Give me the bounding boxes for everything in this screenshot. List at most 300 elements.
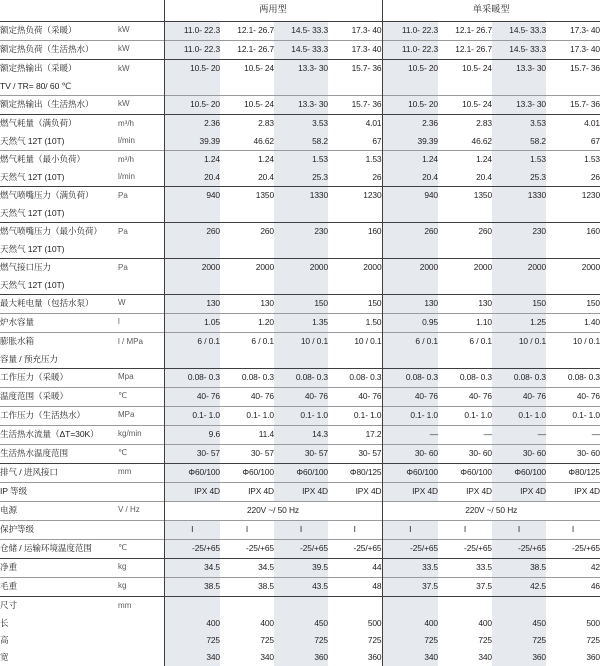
cell-gas-nozzle-pressure-full-combi-1: 940: [164, 186, 220, 205]
cell-expansion-vessel-combi-4: 10 / 0.1: [328, 332, 382, 351]
cell-boiler-water-capacity-heating-only-1: 0.95: [382, 313, 438, 332]
cell-dhw-temperature-range-combi-4: 30- 57: [328, 444, 382, 463]
cell-gross-weight-combi-1: 38.5: [164, 577, 220, 596]
table-row: [0, 150, 600, 169]
cell-expansion-vessel-heating-only-4: 10 / 0.1: [546, 332, 600, 351]
cell-natural-gas-12t-inlet-heating-only-3: [492, 277, 546, 294]
cell-ip-rating-heating-only-4: IPX 4D: [546, 482, 600, 501]
row-unit-storage-transport-temp-range: ℃: [118, 539, 164, 558]
cell-net-weight-combi-3: 39.5: [274, 558, 328, 577]
cell-flue-air-intake-connection-combi-4: Φ80/125: [328, 463, 382, 482]
cell-gas-inlet-pressure-combi-3: 2000: [274, 258, 328, 277]
row-label-temperature-range-heating: 温度范围（采暖）: [0, 387, 118, 406]
cell-storage-transport-temp-range-combi-3: -25/+65: [274, 539, 328, 558]
cell-gas-nozzle-pressure-min-combi-4: 160: [328, 222, 382, 241]
group-header-row: [0, 0, 600, 21]
cell-natural-gas-12t-full-combi-2: 46.62: [253, 135, 274, 146]
cell-dhw-flow-rate-combi-3: 14.3: [274, 425, 328, 444]
row-label-gas-nozzle-pressure-min: 燃气喷嘴压力（最小负荷）: [0, 222, 118, 241]
row-label-max-power-consumption: 最大耗电量（包括水泵）: [0, 294, 118, 313]
cell-protection-class-heating-only-2: I: [438, 520, 492, 539]
cell-rated-heat-output-heating-heating-only-3: 13.3- 30: [492, 59, 546, 78]
cell-dhw-flow-rate-combi-2: 11.4: [220, 425, 274, 444]
row-unit-gas-nozzle-pressure-min: Pa: [118, 222, 164, 241]
cell-capacity-precharge-pressure-combi-4: [328, 351, 382, 368]
cell-gas-consumption-full-load-combi-2: 2.83: [220, 114, 274, 133]
cell-natural-gas-12t-inlet-combi-4: [328, 277, 382, 294]
cell-natural-gas-12t-full-heating-only-3: 58.2: [492, 133, 546, 150]
row-unit-rated-heat-load-heating: kW: [118, 21, 164, 40]
cell-dhw-flow-rate-heating-only-3: —: [492, 425, 546, 444]
cell-gas-consumption-min-load-combi-2: 1.24: [220, 150, 274, 169]
row-label-net-weight: 净重: [0, 558, 118, 577]
cell-rated-heat-load-heating-combi-4: 17.3- 40: [328, 21, 382, 40]
cell-rated-heat-output-dhw-combi-4: 15.7- 36: [328, 95, 382, 114]
cell-net-weight-heating-only-2: 33.5: [438, 558, 492, 577]
table-row: [0, 258, 600, 277]
cell-boiler-water-capacity-heating-only-3: 1.25: [492, 313, 546, 332]
row-unit-boiler-water-capacity: l: [118, 313, 164, 332]
cell-dhw-temperature-range-heating-only-2: 30- 60: [438, 444, 492, 463]
cell-dimension-width-combi-4: 360: [367, 652, 382, 663]
table-row: [0, 59, 600, 78]
cell-dimension-width-heating-only-3: 360: [492, 649, 546, 666]
table-row: [0, 444, 600, 463]
row-label-dhw-flow-rate: 生活热水流量（ΔT=30K）: [0, 425, 118, 444]
cell-capacity-precharge-pressure-combi-2: [220, 351, 274, 368]
cell-power-supply-heating-only-span: 220V ~/ 50 Hz: [382, 501, 600, 520]
row-label-natural-gas-12t-nozzle-min: 天然气 12T (10T): [0, 243, 65, 254]
cell-natural-gas-12t-inlet-heating-only-1: [382, 277, 438, 294]
cell-working-pressure-dhw-combi-3: 0.1- 1.0: [274, 406, 328, 425]
cell-rated-heat-load-heating-heating-only-3: 14.5- 33.3: [492, 21, 546, 40]
cell-rated-heat-load-dhw-combi-3: 14.5- 33.3: [274, 40, 328, 59]
cell-expansion-vessel-combi-2: 6 / 0.1: [220, 332, 274, 351]
row-unit-capacity-precharge-pressure: [118, 351, 164, 368]
cell-storage-transport-temp-range-heating-only-1: -25/+65: [382, 539, 438, 558]
row-label-rated-heat-load-dhw: 额定热负荷（生活热水）: [0, 40, 118, 59]
cell-storage-transport-temp-range-combi-2: -25/+65: [220, 539, 274, 558]
cell-natural-gas-12t-nozzle-min-heating-only-2: [438, 241, 492, 258]
cell-dhw-flow-rate-combi-4: 17.2: [328, 425, 382, 444]
row-label-natural-gas-12t-inlet: 天然气 12T (10T): [0, 279, 65, 290]
cell-rated-heat-load-dhw-combi-1: 11.0- 22.3: [164, 40, 220, 59]
cell-natural-gas-12t-full-heating-only-2: 46.62: [471, 135, 492, 146]
cell-gas-consumption-min-load-combi-3: 1.53: [274, 150, 328, 169]
row-unit-gas-inlet-pressure: Pa: [118, 258, 164, 277]
row-label-rated-heat-load-heating: 额定热负荷（采暖）: [0, 21, 118, 40]
cell-dhw-temperature-range-combi-3: 30- 57: [274, 444, 328, 463]
cell-working-pressure-dhw-heating-only-3: 0.1- 1.0: [492, 406, 546, 425]
table-row: [0, 78, 600, 95]
cell-dhw-temperature-range-heating-only-3: 30- 60: [492, 444, 546, 463]
cell-natural-gas-12t-nozzle-full-combi-1: [164, 205, 220, 222]
cell-dimension-length-combi-2: 400: [260, 618, 274, 629]
table-row: [0, 520, 600, 539]
cell-natural-gas-12t-min-heating-only-3: 25.3: [492, 169, 546, 186]
cell-rated-heat-load-heating-combi-3: 14.5- 33.3: [274, 21, 328, 40]
cell-tv-tr-note-heating-only-1: [382, 78, 438, 95]
cell-dimension-height-heating-only-3: 725: [492, 632, 546, 649]
cell-gas-nozzle-pressure-min-combi-3: 230: [274, 222, 328, 241]
cell-gas-consumption-min-load-heating-only-1: 1.24: [382, 150, 438, 169]
cell-natural-gas-12t-min-combi-3: 25.3: [274, 169, 328, 186]
header-spacer-unit: [118, 0, 164, 21]
cell-natural-gas-12t-inlet-combi-1: [164, 277, 220, 294]
cell-gas-consumption-full-load-heating-only-2: 2.83: [438, 114, 492, 133]
cell-temperature-range-heating-combi-1: 40- 76: [164, 387, 220, 406]
row-unit-rated-heat-output-heating: kW: [118, 59, 164, 78]
row-label-dimensions: 尺寸: [0, 596, 118, 615]
table-row: [0, 205, 600, 222]
cell-storage-transport-temp-range-heating-only-3: -25/+65: [492, 539, 546, 558]
cell-gas-inlet-pressure-combi-4: 2000: [328, 258, 382, 277]
group-header-combi: 两用型: [164, 0, 382, 21]
cell-dimension-length-combi-3: 450: [274, 615, 328, 632]
cell-rated-heat-output-dhw-combi-2: 10.5- 24: [220, 95, 274, 114]
cell-rated-heat-output-dhw-heating-only-1: 10.5- 20: [382, 95, 438, 114]
row-label-working-pressure-heating: 工作压力（采暖）: [0, 368, 118, 387]
cell-capacity-precharge-pressure-combi-3: [274, 351, 328, 368]
row-unit-dhw-flow-rate: kg/min: [118, 425, 164, 444]
cell-natural-gas-12t-nozzle-full-heating-only-3: [492, 205, 546, 222]
cell-flue-air-intake-connection-heating-only-4: Φ80/125: [546, 463, 600, 482]
cell-boiler-water-capacity-combi-3: 1.35: [274, 313, 328, 332]
table-row: [0, 169, 600, 186]
cell-natural-gas-12t-inlet-combi-2: [220, 277, 274, 294]
row-unit-working-pressure-dhw: MPa: [118, 406, 164, 425]
cell-natural-gas-12t-nozzle-min-combi-2: [220, 241, 274, 258]
row-unit-dimensions: mm: [118, 596, 164, 615]
row-label-gas-inlet-pressure: 燃气接口压力: [0, 258, 118, 277]
cell-temperature-range-heating-combi-3: 40- 76: [274, 387, 328, 406]
cell-working-pressure-heating-combi-4: 0.08- 0.3: [328, 368, 382, 387]
cell-working-pressure-heating-combi-3: 0.08- 0.3: [274, 368, 328, 387]
cell-working-pressure-heating-combi-1: 0.08- 0.3: [164, 368, 220, 387]
cell-max-power-consumption-heating-only-1: 130: [382, 294, 438, 313]
row-unit-dimension-width: [118, 649, 164, 666]
cell-tv-tr-note-heating-only-4: [546, 78, 600, 95]
row-unit-working-pressure-heating: Mpa: [118, 368, 164, 387]
cell-rated-heat-output-dhw-combi-3: 13.3- 30: [274, 95, 328, 114]
cell-working-pressure-dhw-combi-1: 0.1- 1.0: [164, 406, 220, 425]
cell-rated-heat-load-heating-combi-2: 12.1- 26.7: [220, 21, 274, 40]
row-unit-gas-consumption-full-load: m³/h: [118, 114, 164, 133]
cell-gas-nozzle-pressure-min-heating-only-3: 230: [492, 222, 546, 241]
row-unit-net-weight: kg: [118, 558, 164, 577]
cell-net-weight-combi-4: 44: [328, 558, 382, 577]
row-label-natural-gas-12t-nozzle-full: 天然气 12T (10T): [0, 207, 65, 218]
cell-gas-inlet-pressure-heating-only-3: 2000: [492, 258, 546, 277]
cell-natural-gas-12t-nozzle-min-heating-only-3: [492, 241, 546, 258]
table-row: [0, 222, 600, 241]
cell-dimension-height-combi-1: 725: [164, 632, 220, 649]
cell-dimension-length-combi-4: 500: [367, 618, 382, 629]
row-unit-natural-gas-12t-full: l/min: [118, 136, 135, 146]
cell-net-weight-heating-only-1: 33.5: [382, 558, 438, 577]
cell-tv-tr-note-heating-only-3: [492, 78, 546, 95]
group-header-heating-only: 单采暖型: [382, 0, 600, 21]
cell-gross-weight-heating-only-3: 42.5: [492, 577, 546, 596]
cell-rated-heat-output-heating-combi-3: 13.3- 30: [274, 59, 328, 78]
cell-working-pressure-heating-heating-only-2: 0.08- 0.3: [438, 368, 492, 387]
cell-dhw-temperature-range-heating-only-1: 30- 60: [382, 444, 438, 463]
cell-rated-heat-output-heating-heating-only-2: 10.5- 24: [438, 59, 492, 78]
table-row: [0, 332, 600, 351]
cell-max-power-consumption-heating-only-2: 130: [438, 294, 492, 313]
cell-gross-weight-combi-4: 48: [328, 577, 382, 596]
cell-flue-air-intake-connection-combi-3: Φ60/100: [274, 463, 328, 482]
table-row: [0, 649, 600, 666]
cell-ip-rating-combi-2: IPX 4D: [220, 482, 274, 501]
cell-flue-air-intake-connection-combi-2: Φ60/100: [220, 463, 274, 482]
cell-net-weight-heating-only-3: 38.5: [492, 558, 546, 577]
cell-natural-gas-12t-nozzle-min-combi-3: [274, 241, 328, 258]
cell-gas-consumption-full-load-heating-only-4: 4.01: [546, 114, 600, 133]
cell-gas-inlet-pressure-combi-1: 2000: [164, 258, 220, 277]
cell-flue-air-intake-connection-heating-only-3: Φ60/100: [492, 463, 546, 482]
cell-power-supply-combi-span: 220V ~/ 50 Hz: [164, 501, 382, 520]
row-unit-dimension-height: [118, 632, 164, 649]
cell-capacity-precharge-pressure-heating-only-2: [438, 351, 492, 368]
table-row: [0, 40, 600, 59]
row-unit-protection-class: [118, 520, 164, 539]
cell-dimensions-heating-only-4: [546, 596, 600, 615]
table-row: [0, 114, 600, 133]
cell-rated-heat-output-dhw-heating-only-3: 13.3- 30: [492, 95, 546, 114]
cell-gas-consumption-min-load-heating-only-4: 1.53: [546, 150, 600, 169]
cell-ip-rating-combi-4: IPX 4D: [328, 482, 382, 501]
cell-gas-consumption-full-load-combi-3: 3.53: [274, 114, 328, 133]
cell-natural-gas-12t-nozzle-full-heating-only-2: [438, 205, 492, 222]
cell-natural-gas-12t-min-combi-1: 20.4: [164, 169, 220, 186]
cell-capacity-precharge-pressure-combi-1: [164, 351, 220, 368]
cell-storage-transport-temp-range-combi-1: -25/+65: [164, 539, 220, 558]
cell-dhw-flow-rate-combi-1: 9.6: [164, 425, 220, 444]
cell-working-pressure-dhw-combi-4: 0.1- 1.0: [328, 406, 382, 425]
cell-boiler-water-capacity-combi-4: 1.50: [328, 313, 382, 332]
cell-dimensions-heating-only-3: [492, 596, 546, 615]
row-unit-gross-weight: kg: [118, 577, 164, 596]
cell-storage-transport-temp-range-combi-4: -25/+65: [328, 539, 382, 558]
cell-temperature-range-heating-heating-only-1: 40- 76: [382, 387, 438, 406]
cell-natural-gas-12t-full-combi-3: 58.2: [274, 133, 328, 150]
cell-natural-gas-12t-nozzle-min-heating-only-1: [382, 241, 438, 258]
cell-ip-rating-combi-3: IPX 4D: [274, 482, 328, 501]
cell-gas-inlet-pressure-heating-only-2: 2000: [438, 258, 492, 277]
cell-max-power-consumption-combi-1: 130: [164, 294, 220, 313]
cell-dimensions-combi-4: [328, 596, 382, 615]
cell-working-pressure-dhw-combi-2: 0.1- 1.0: [220, 406, 274, 425]
cell-max-power-consumption-combi-4: 150: [328, 294, 382, 313]
row-unit-ip-rating: [118, 482, 164, 501]
cell-rated-heat-output-dhw-heating-only-2: 10.5- 24: [438, 95, 492, 114]
row-label-protection-class: 保护等级: [0, 520, 118, 539]
row-unit-gas-nozzle-pressure-full: Pa: [118, 186, 164, 205]
cell-natural-gas-12t-nozzle-full-combi-2: [220, 205, 274, 222]
cell-net-weight-combi-1: 34.5: [164, 558, 220, 577]
row-label-dhw-temperature-range: 生活热水温度范围: [0, 444, 118, 463]
cell-dimensions-heating-only-2: [438, 596, 492, 615]
cell-max-power-consumption-heating-only-4: 150: [546, 294, 600, 313]
cell-rated-heat-output-heating-combi-2: 10.5- 24: [220, 59, 274, 78]
cell-gas-nozzle-pressure-min-heating-only-4: 160: [546, 222, 600, 241]
cell-dhw-flow-rate-heating-only-2: —: [438, 425, 492, 444]
cell-ip-rating-heating-only-1: IPX 4D: [382, 482, 438, 501]
cell-temperature-range-heating-heating-only-2: 40- 76: [438, 387, 492, 406]
cell-gas-consumption-full-load-combi-4: 4.01: [328, 114, 382, 133]
cell-rated-heat-load-dhw-heating-only-1: 11.0- 22.3: [382, 40, 438, 59]
cell-dimension-height-heating-only-1: 725: [382, 632, 438, 649]
cell-dhw-temperature-range-combi-2: 30- 57: [220, 444, 274, 463]
cell-flue-air-intake-connection-combi-1: Φ60/100: [164, 463, 220, 482]
row-label-boiler-water-capacity: 炉水容量: [0, 313, 118, 332]
cell-rated-heat-output-heating-combi-1: 10.5- 20: [164, 59, 220, 78]
cell-expansion-vessel-heating-only-2: 6 / 0.1: [438, 332, 492, 351]
table-row: [0, 277, 600, 294]
cell-capacity-precharge-pressure-heating-only-1: [382, 351, 438, 368]
cell-gas-inlet-pressure-combi-2: 2000: [220, 258, 274, 277]
table-row: [0, 596, 600, 615]
cell-gas-nozzle-pressure-min-heating-only-2: 260: [438, 222, 492, 241]
cell-dimensions-heating-only-1: [382, 596, 438, 615]
cell-net-weight-combi-2: 34.5: [220, 558, 274, 577]
table-row: [0, 368, 600, 387]
row-unit-rated-heat-load-dhw: kW: [118, 40, 164, 59]
cell-rated-heat-load-heating-heating-only-1: 11.0- 22.3: [382, 21, 438, 40]
row-label-gas-nozzle-pressure-full: 燃气喷嘴压力（满负荷）: [0, 186, 118, 205]
row-label-power-supply: 电源: [0, 501, 118, 520]
cell-boiler-water-capacity-heating-only-2: 1.10: [438, 313, 492, 332]
row-label-flue-air-intake-connection: 排气 / 进风接口: [0, 463, 118, 482]
cell-natural-gas-12t-nozzle-full-combi-4: [328, 205, 382, 222]
row-unit-natural-gas-12t-min: l/min: [118, 172, 135, 182]
cell-gas-consumption-full-load-heating-only-3: 3.53: [492, 114, 546, 133]
row-unit-dhw-temperature-range: ℃: [118, 444, 164, 463]
row-unit-rated-heat-output-dhw: kW: [118, 95, 164, 114]
cell-working-pressure-dhw-heating-only-4: 0.1- 1.0: [546, 406, 600, 425]
table-row: [0, 539, 600, 558]
row-label-ip-rating: IP 等级: [0, 482, 118, 501]
cell-expansion-vessel-combi-1: 6 / 0.1: [164, 332, 220, 351]
cell-dimension-height-heating-only-2: 725: [478, 635, 492, 646]
table-row: [0, 632, 600, 649]
row-label-natural-gas-12t-full: 天然气 12T (10T): [0, 135, 65, 146]
cell-rated-heat-load-heating-heating-only-2: 12.1- 26.7: [438, 21, 492, 40]
row-label-gas-consumption-min-load: 燃气耗量（最小负荷）: [0, 150, 118, 169]
row-unit-temperature-range-heating: ℃: [118, 387, 164, 406]
cell-gas-consumption-min-load-heating-only-3: 1.53: [492, 150, 546, 169]
cell-rated-heat-load-dhw-heating-only-4: 17.3- 40: [546, 40, 600, 59]
cell-rated-heat-output-dhw-combi-1: 10.5- 20: [164, 95, 220, 114]
cell-tv-tr-note-combi-3: [274, 78, 328, 95]
row-unit-natural-gas-12t-nozzle-min: [118, 241, 164, 258]
cell-gas-nozzle-pressure-min-heating-only-1: 260: [382, 222, 438, 241]
cell-gas-nozzle-pressure-min-combi-2: 260: [220, 222, 274, 241]
cell-expansion-vessel-combi-3: 10 / 0.1: [274, 332, 328, 351]
cell-dimension-height-combi-2: 725: [260, 635, 274, 646]
row-label-gas-consumption-full-load: 燃气耗量（满负荷）: [0, 114, 118, 133]
cell-natural-gas-12t-inlet-combi-3: [274, 277, 328, 294]
cell-dimension-length-heating-only-1: 400: [382, 615, 438, 632]
table-row: [0, 133, 600, 150]
cell-working-pressure-heating-heating-only-4: 0.08- 0.3: [546, 368, 600, 387]
row-label-dimension-length: 长: [0, 617, 9, 628]
cell-dhw-flow-rate-heating-only-4: —: [546, 425, 600, 444]
cell-working-pressure-heating-combi-2: 0.08- 0.3: [220, 368, 274, 387]
cell-gas-inlet-pressure-heating-only-1: 2000: [382, 258, 438, 277]
cell-dimension-length-heating-only-3: 450: [492, 615, 546, 632]
cell-gas-consumption-full-load-heating-only-1: 2.36: [382, 114, 438, 133]
cell-expansion-vessel-heating-only-1: 6 / 0.1: [382, 332, 438, 351]
table-row: [0, 294, 600, 313]
row-label-capacity-precharge-pressure: 容量 / 预充压力: [0, 353, 58, 364]
cell-gas-consumption-min-load-combi-1: 1.24: [164, 150, 220, 169]
cell-ip-rating-combi-1: IPX 4D: [164, 482, 220, 501]
row-label-storage-transport-temp-range: 仓储 / 运输环境温度范围: [0, 539, 118, 558]
cell-working-pressure-heating-heating-only-1: 0.08- 0.3: [382, 368, 438, 387]
row-unit-gas-consumption-min-load: m³/h: [118, 150, 164, 169]
cell-working-pressure-dhw-heating-only-1: 0.1- 1.0: [382, 406, 438, 425]
cell-rated-heat-output-heating-combi-4: 15.7- 36: [328, 59, 382, 78]
cell-dimensions-combi-3: [274, 596, 328, 615]
cell-gas-inlet-pressure-heating-only-4: 2000: [546, 258, 600, 277]
cell-natural-gas-12t-min-combi-4: 26: [372, 171, 382, 182]
cell-boiler-water-capacity-combi-1: 1.05: [164, 313, 220, 332]
cell-flue-air-intake-connection-heating-only-1: Φ60/100: [382, 463, 438, 482]
cell-protection-class-combi-1: I: [164, 520, 220, 539]
cell-dimension-height-combi-3: 725: [274, 632, 328, 649]
cell-capacity-precharge-pressure-heating-only-3: [492, 351, 546, 368]
cell-dimension-length-combi-1: 400: [164, 615, 220, 632]
cell-working-pressure-dhw-heating-only-2: 0.1- 1.0: [438, 406, 492, 425]
cell-temperature-range-heating-heating-only-4: 40- 76: [546, 387, 600, 406]
row-unit-power-supply: V / Hz: [118, 501, 164, 520]
cell-natural-gas-12t-full-combi-4: 67: [372, 135, 382, 146]
row-label-tv-tr-note: TV / TR= 80/ 60 ℃: [0, 80, 72, 91]
cell-natural-gas-12t-inlet-heating-only-4: [546, 277, 600, 294]
row-unit-expansion-vessel: l / MPa: [118, 332, 164, 351]
cell-rated-heat-output-heating-heating-only-4: 15.7- 36: [546, 59, 600, 78]
cell-temperature-range-heating-combi-2: 40- 76: [220, 387, 274, 406]
cell-gross-weight-heating-only-1: 37.5: [382, 577, 438, 596]
cell-gas-consumption-full-load-combi-1: 2.36: [164, 114, 220, 133]
cell-flue-air-intake-connection-heating-only-2: Φ60/100: [438, 463, 492, 482]
cell-boiler-water-capacity-combi-2: 1.20: [220, 313, 274, 332]
cell-gross-weight-combi-3: 43.5: [274, 577, 328, 596]
cell-protection-class-combi-3: I: [274, 520, 328, 539]
cell-natural-gas-12t-min-heating-only-2: 20.4: [476, 171, 492, 182]
row-unit-flue-air-intake-connection: mm: [118, 463, 164, 482]
cell-gas-nozzle-pressure-full-combi-4: 1230: [328, 186, 382, 205]
row-label-working-pressure-dhw: 工作压力（生活热水）: [0, 406, 118, 425]
cell-gas-nozzle-pressure-min-combi-1: 260: [164, 222, 220, 241]
table-row: [0, 387, 600, 406]
cell-rated-heat-load-dhw-combi-4: 17.3- 40: [328, 40, 382, 59]
table-row: [0, 313, 600, 332]
table-row: [0, 482, 600, 501]
cell-ip-rating-heating-only-2: IPX 4D: [438, 482, 492, 501]
cell-gross-weight-combi-2: 38.5: [220, 577, 274, 596]
cell-natural-gas-12t-full-combi-1: 39.39: [164, 133, 220, 150]
cell-dimensions-combi-1: [164, 596, 220, 615]
cell-natural-gas-12t-full-heating-only-1: 39.39: [382, 133, 438, 150]
cell-dimension-width-combi-2: 340: [260, 652, 274, 663]
table-row: [0, 406, 600, 425]
cell-boiler-water-capacity-heating-only-4: 1.40: [546, 313, 600, 332]
cell-tv-tr-note-heating-only-2: [438, 78, 492, 95]
cell-dimension-width-heating-only-4: 360: [586, 652, 600, 663]
